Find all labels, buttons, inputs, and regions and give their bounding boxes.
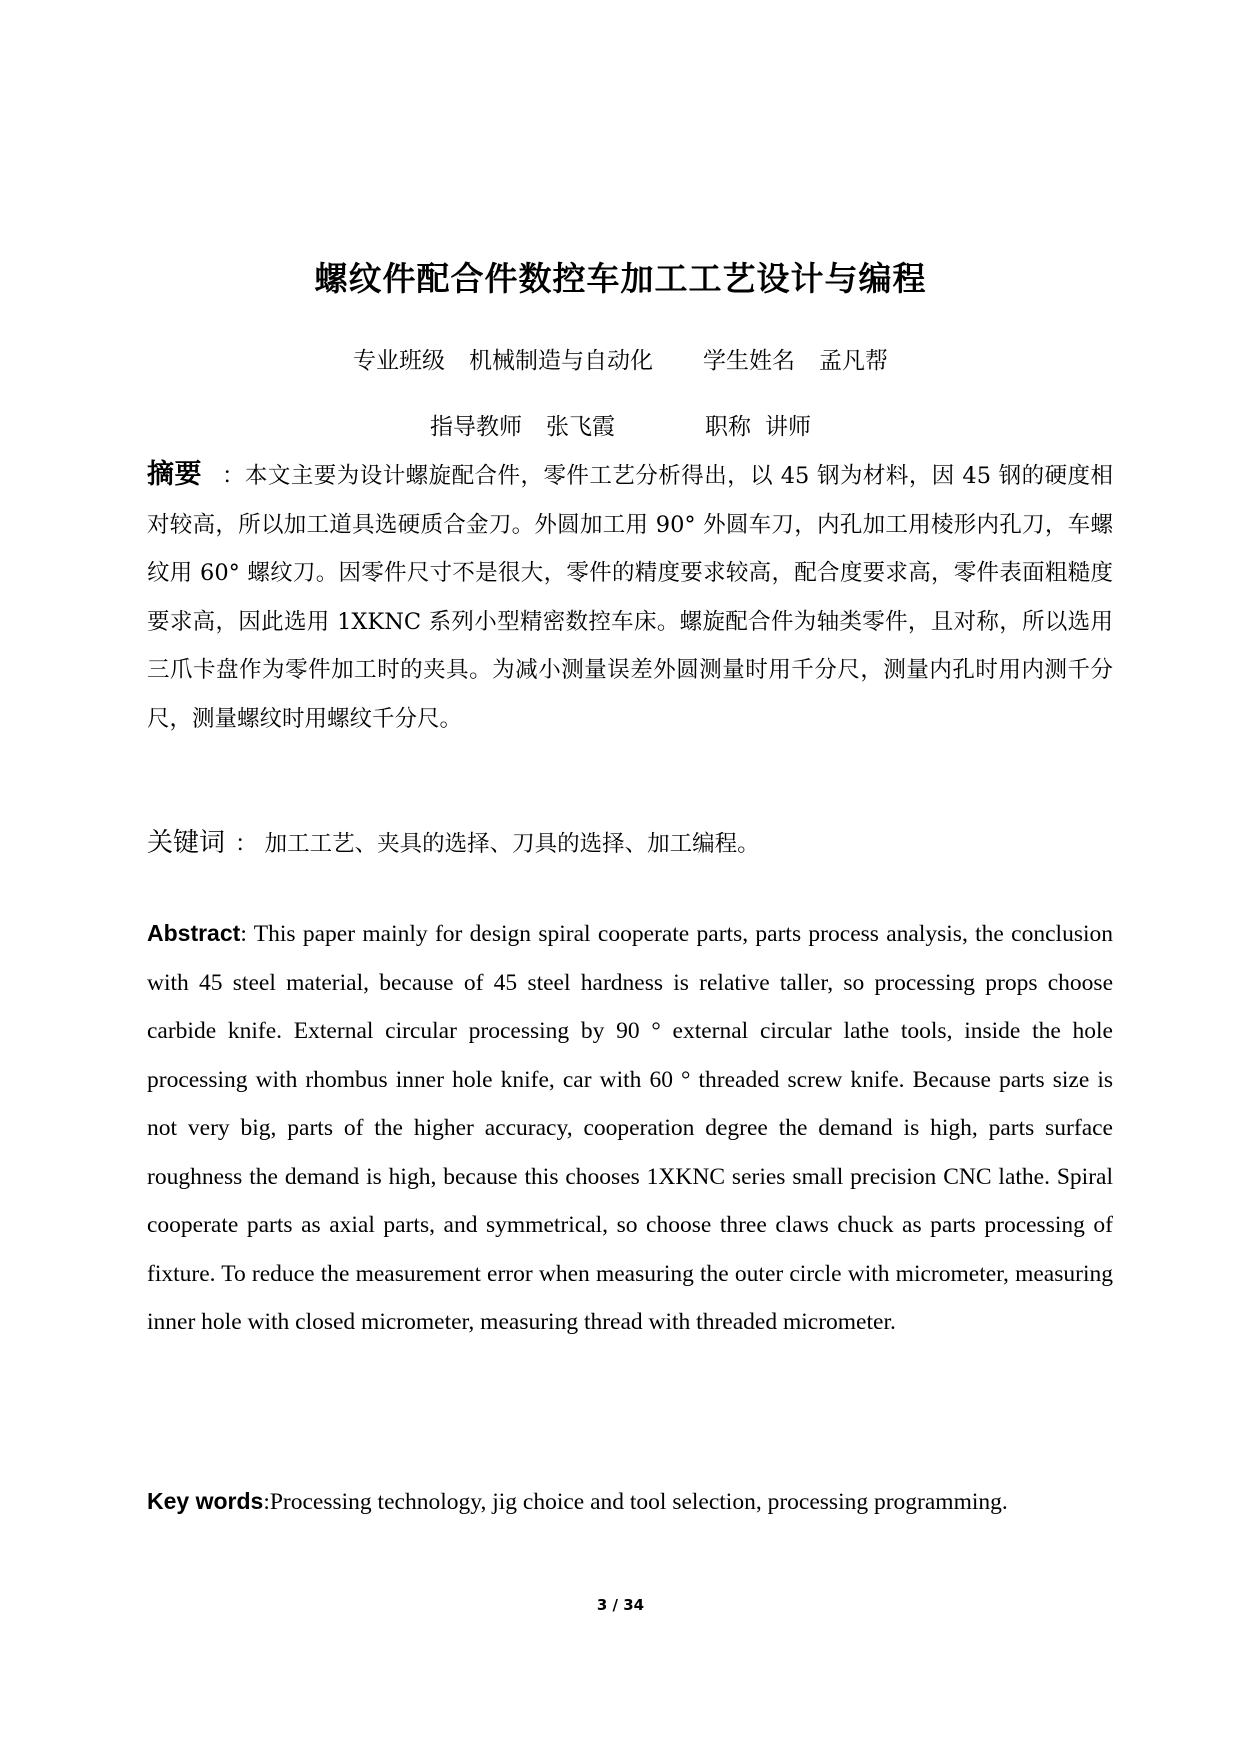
advisor-value: 张飞霞: [546, 414, 615, 440]
student-name-label: 学生姓名: [703, 348, 795, 374]
english-abstract-text: : This paper mainly for design spiral cooperate parts, parts process analysis, the conclusion with 45 steel material, because of 45 steel hardness is relative taller, so processing props choose carbide knife. External circular processing by 90 ° external circular lathe tools, inside the hole processing with rhombus inner hole knife, car with 60 ° threaded screw knife. Because parts size is not very big, parts of the higher accuracy, cooperation degree the demand is high, parts surface roughness the demand is high, because this chooses 1XKNC series small precision CNC lathe. Spiral cooperate parts as axial parts, and symmetrical, so choose three claws chuck as parts processing of fixture. To reduce the measurement error when measuring the outer circle with micrometer, measuring inner hole with closed micrometer, measuring thread with threaded micrometer.: [147, 921, 1113, 1335]
english-keywords-label: Key words: [147, 1488, 264, 1514]
chinese-abstract: [147, 451, 1113, 743]
english-abstract-label: Abstract: [147, 920, 241, 946]
rank-label: 职称: [705, 414, 751, 440]
english-keywords-text: :Processing technology, jig choice and tool selection, processing programming.: [263, 1489, 1008, 1515]
chinese-keywords-label: 关键词: [147, 828, 226, 858]
rank-value: 讲师: [765, 414, 811, 440]
page-number: 3 / 34: [596, 1596, 645, 1614]
thesis-title: 螺纹件配合件数控车加工工艺设计与编程: [314, 259, 927, 298]
chinese-keywords: [147, 822, 760, 859]
english-keywords: [147, 1488, 1008, 1516]
chinese-abstract-label: 摘要: [147, 459, 202, 490]
advisor-info-line: [0, 408, 1241, 441]
major-label: 专业班级: [353, 348, 445, 374]
english-abstract: [147, 909, 1113, 1347]
student-info-line: [0, 342, 1241, 375]
student-name-value: 孟凡帮: [819, 348, 888, 374]
chinese-abstract-text: ：本文主要为设计螺旋配合件，零件工艺分析得出，以 45 钢为材料，因 45 钢的硬度相对较高，所以加工道具选硬质合金刀。外圆加工用 90° 外圆车刀，内孔加工用棱形内孔刀，车螺纹用 60° 螺纹刀。因零件尺寸不是很大，零件的精度要求较高，配合度要求高，零件表面粗糙度要求高，因此选用 1XKNC 系列小型精密数控车床。螺旋配合件为轴类零件，且对称，所以选用三爪卡盘作为零件加工时的夹具。为减小测量误差外圆测量时用千分尺，测量内孔时用内测千分尺，测量螺纹时用螺纹千分尺。: [147, 463, 1114, 732]
chinese-keywords-text: ： 加工工艺、夹具的选择、刀具的选择、加工编程。: [235, 831, 760, 857]
major-value: 机械制造与自动化: [469, 348, 653, 374]
advisor-label: 指导教师: [430, 414, 522, 440]
